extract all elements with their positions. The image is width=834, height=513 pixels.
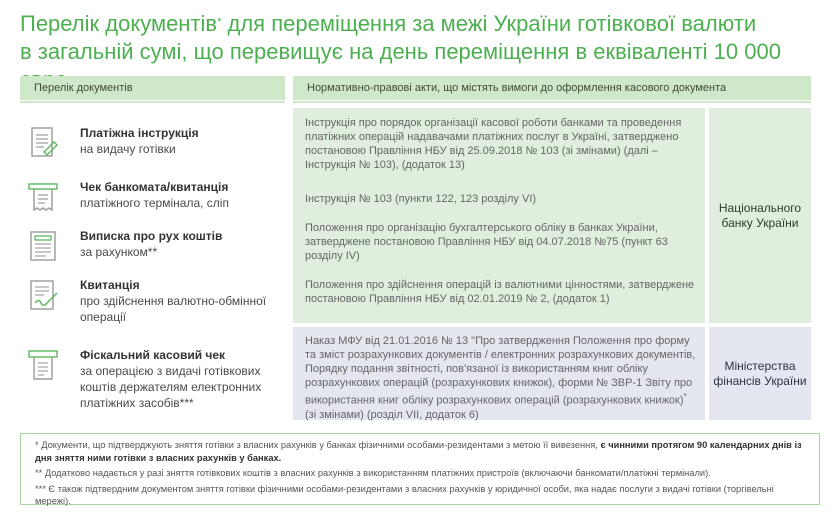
mf-label: Міністерства фінансів України xyxy=(709,327,811,420)
footnote-3: *** Є також підтвердним документом зняття готівки фізичними особами-резидентами з власних рахунків у юридичної особи, яка надає послуги з видачі готівки (торгівельні мережі). xyxy=(35,483,774,506)
mf-acts-panel xyxy=(293,327,705,420)
footnote-1-bold: є чинними протягом 90 календарних днів із дня зняття ними готівки з власних рахунків у банках. xyxy=(35,440,802,463)
receipt-icon xyxy=(26,180,60,214)
statement-icon xyxy=(26,229,60,263)
header-divider-right xyxy=(293,101,811,103)
doc-title: Фіскальний касовий чек xyxy=(80,348,226,362)
doc-desc: на видачу готівки xyxy=(80,142,176,156)
mf-footnote-mark: * xyxy=(683,392,687,401)
doc-desc: платіжного термінала, сліп xyxy=(80,196,229,210)
title-line1-end: для переміщення за межі України готівкової валюти xyxy=(221,11,757,36)
mf-act-text-end: (зі змінами) (розділ VII, додаток 6) xyxy=(305,408,479,421)
document-icon xyxy=(26,126,60,160)
mf-act-text: Наказ МФУ від 21.01.2016 № 13 "Про затвердження Положення про форму та зміст розрахункових документів / електронних розрахункових документів, Порядку подання звітності, пов'язаної із використанням книг обліку розрахункових операцій (розрахункових книжок), форми № ЗВР-1 Звіту про використання книг обліку розрахункових операцій (розрахункових книжок) xyxy=(305,335,696,407)
signed-document-icon xyxy=(26,278,60,312)
nbu-act: Інструкція № 103 (пункти 122, 123 розділу VI) xyxy=(305,193,537,205)
doc-desc: про здійснення валютно-обмінної операції xyxy=(80,294,267,324)
title-line1-start: Перелік документів xyxy=(20,11,218,36)
nbu-act: Положення про здійснення операцій із валютними цінностями, затверджене постановою Правління НБУ від 02.01.2019 № 2, (додаток 1) xyxy=(305,279,695,305)
footnote-1 xyxy=(35,439,805,464)
footnote-2: ** Додатково надається у разі зняття готівкових коштів з власних рахунків з використанням платіжних пристроїв (включаючи банкомати/платіжні термінали). xyxy=(35,468,711,478)
cash-register-receipt-icon xyxy=(26,348,60,382)
title-line2: в загальній сумі, що перевищує на день переміщення в еквіваленті 10 000 xyxy=(20,39,781,64)
doc-title: Квитанція xyxy=(80,278,140,292)
footnotes xyxy=(20,433,820,505)
mf-act xyxy=(305,334,697,422)
nbu-act: Інструкція про порядок організації касової роботи банками та проведення платіжних операцій надавачами платіжних послуг в Україні, затверджено постановою Правління НБУ від 25.09.2018 № 103 (зі змінами) (далі – Інструкція № 103), (додаток 13) xyxy=(305,117,682,171)
documents-column-header: Перелік документів xyxy=(20,76,285,100)
nbu-label: Національного банку України xyxy=(709,108,811,323)
doc-title: Чек банкомата/квитанція xyxy=(80,180,229,194)
doc-title: Виписка про рух коштів xyxy=(80,229,223,243)
doc-desc: за операцією з видачі готівкових коштів держателям електронних платіжних засобів*** xyxy=(80,364,262,410)
doc-title: Платіжна інструкція xyxy=(80,126,199,140)
title-footnote-mark: * xyxy=(217,16,222,28)
footnote-1-text: * Документи, що підтверджують зняття готівки з власних рахунків у банках фізичними особами-резидентами з метою її вивезення, xyxy=(35,440,601,450)
nbu-act: Положення про організацію бухгалтерського обліку в банках України, затверджене постановою Правління НБУ від 04.07.2018 №75 (пункт 63 розділу IV) xyxy=(305,222,668,262)
nbu-acts-panel xyxy=(293,108,705,323)
header-divider-left xyxy=(20,101,285,103)
acts-column-header: Нормативно-правові акти, що містять вимоги до оформлення касового документа xyxy=(293,76,811,100)
doc-desc: за рахунком** xyxy=(80,245,158,259)
